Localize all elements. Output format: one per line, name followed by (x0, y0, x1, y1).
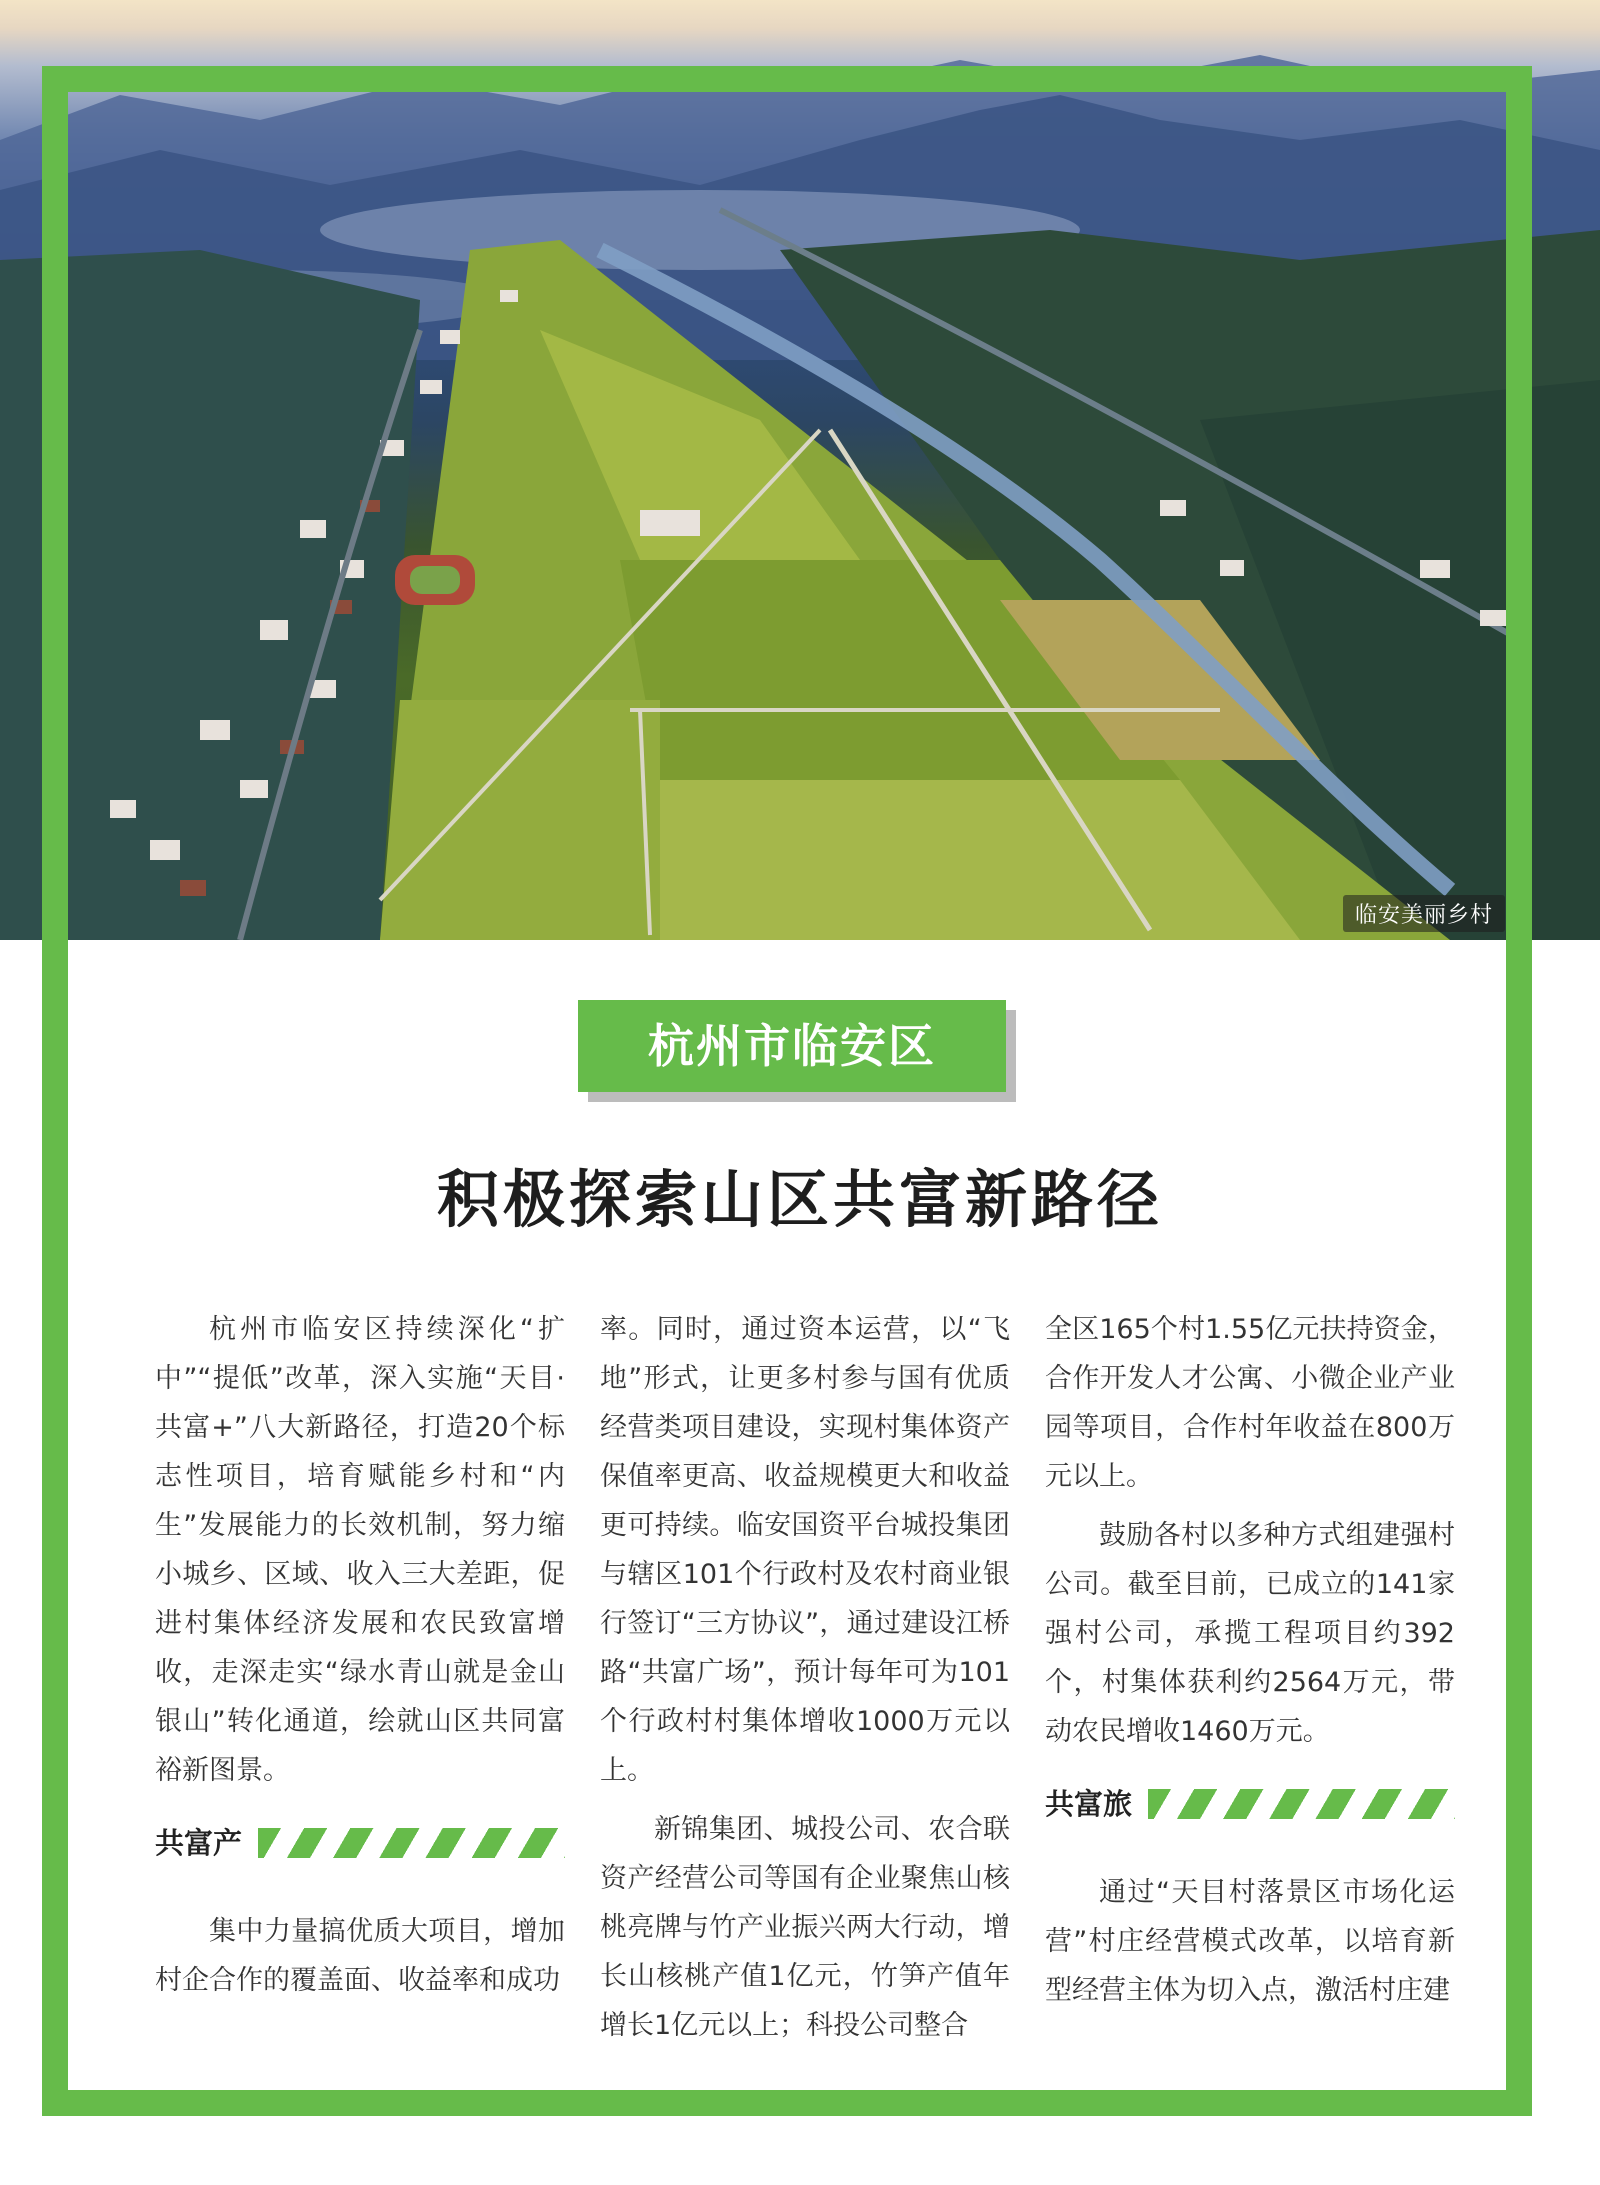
paragraph: 通过“天目村落景区市场化运营”村庄经营模式改革，以培育新型经营主体为切入点，激活村庄建 (1045, 1877, 1455, 2006)
stripe-decoration (1148, 1789, 1455, 1819)
article-column-1 (155, 1305, 565, 2005)
photo-caption: 临安美丽乡村 (1343, 895, 1505, 932)
paragraph: 杭州市临安区持续深化“扩中”“提低”改革，深入实施“天目·共富+”八大新路径，打造20个标志性项目，培育赋能乡村和“内生”发展能力的长效机制，努力缩小城乡、区域、收入三大差距，促进村集体经济发展和农民致富增收，走深走实“绿水青山就是金山银山”转化通道，绘就山区共同富裕新图景。 (155, 1314, 565, 1786)
frame-bottom-edge (42, 2090, 1532, 2116)
paragraph: 鼓励各村以多种方式组建强村公司。截至目前，已成立的141家强村公司，承揽工程项目约392个，村集体获利约2564万元，带动农民增收1460万元。 (1045, 1520, 1455, 1747)
paragraph: 集中力量搞优质大项目，增加村企合作的覆盖面、收益率和成功 (155, 1916, 565, 1996)
paragraph: 新锦集团、城投公司、农合联资产经营公司等国有企业聚焦山核桃亮牌与竹产业振兴两大行动，增长山核桃产值1亿元，竹笋产值年增长1亿元以上；科投公司整合 (600, 1814, 1010, 2041)
frame-left-edge (42, 940, 68, 2116)
paragraph: 全区165个村1.55亿元扶持资金，合作开发人才公寓、小微企业产业园等项目，合作村年收益在800万元以上。 (1045, 1314, 1455, 1492)
section-title: 共富产 (155, 1825, 243, 1860)
article-column-3 (1045, 1305, 1455, 2015)
paragraph: 率。同时，通过资本运营，以“飞地”形式，让更多村参与国有优质经营类项目建设，实现村集体资产保值率更高、收益规模更大和收益更可持续。临安国资平台城投集团与辖区101个行政村及农村商业银行签订“三方协议”，通过建设江桥路“共富广场”，预计每年可为101个行政村村集体增收1000万元以上。 (600, 1314, 1010, 1786)
section-title: 共富旅 (1045, 1786, 1133, 1821)
section-heading-gongfulv (1045, 1774, 1455, 1834)
stripe-decoration (258, 1828, 565, 1858)
article-title: 积极探索山区共富新路径 (436, 1163, 1163, 1236)
section-heading-gongfuchan (155, 1813, 565, 1873)
article-column-2 (600, 1305, 1010, 2050)
district-tag: 杭州市临安区 (578, 1000, 1006, 1092)
frame-right-edge (1506, 940, 1532, 2116)
